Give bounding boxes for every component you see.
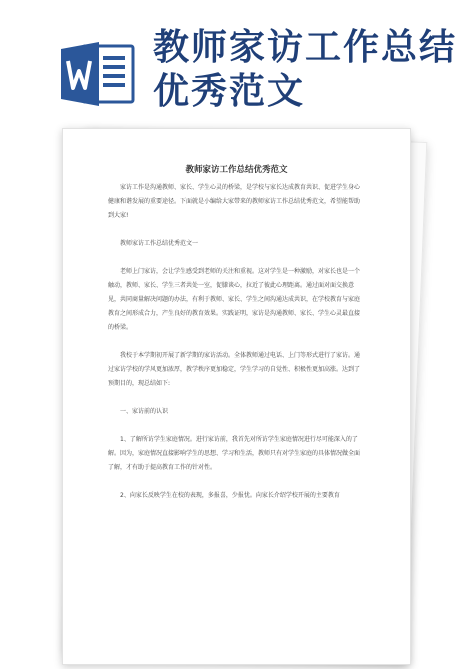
document-title: 教师家访工作总结优秀范文 bbox=[185, 165, 288, 175]
document-section-heading: 一、家访前的认识 bbox=[120, 408, 169, 415]
document-page bbox=[62, 128, 411, 665]
document-paragraph: 家访工作是沟通教师、家长、学生心灵的桥梁，是学校与家长达成教育共识、促进学生身心健康和谐发展的重要途径。下面就是小编给大家带来的教师家访工作总结优秀范文，希望能帮助到大家! bbox=[108, 184, 361, 219]
page-title: 教师家访工作总结 优秀范文 bbox=[153, 27, 458, 112]
word-document-icon bbox=[59, 40, 139, 108]
document-paragraph: 1、了解所访学生家庭情况。进行家访前，我首先对所访学生家庭情况进行尽可能深入的了解。因为，家庭情况直接影响学生的思想、学习和生活，教师只有对学生家庭的具体情况做全面了解，才有助于提高教育工作的针对性。 bbox=[108, 436, 361, 471]
document-paragraph: 老师上门家访，会让学生感受到老师的关注和重视。这对学生是一种激励，对家长也是一个触动，教师、家长、学生三者共处一室，促膝谈心，拉近了彼此心理距离。通过面对面交换意见，共同商量解决问题的办法，有利于教师、家长、学生之间沟通达成共识，在学校教育与家庭教育之间形成合力，产生良好的教育效果。实践证明，家访是沟通教师、家长、学生心灵最直接的桥梁。 bbox=[108, 268, 361, 331]
document-body bbox=[108, 181, 363, 503]
document-paragraph: 2、向家长反映学生在校的表现，多报喜，少报忧。向家长介绍学校开展的主要教育 bbox=[120, 492, 340, 499]
header bbox=[0, 0, 474, 130]
document-paragraph: 教师家访工作总结优秀范文一 bbox=[120, 240, 199, 247]
document-paragraph: 我校于本学期初开展了新学期的家访活动。全体教师通过电话、上门等形式进行了家访。通过家访学校的学风更加浓厚，教学秩序更加稳定，学生学习的自觉性、积极性更加高涨。达到了预期目的，现总结如下: bbox=[108, 352, 361, 387]
